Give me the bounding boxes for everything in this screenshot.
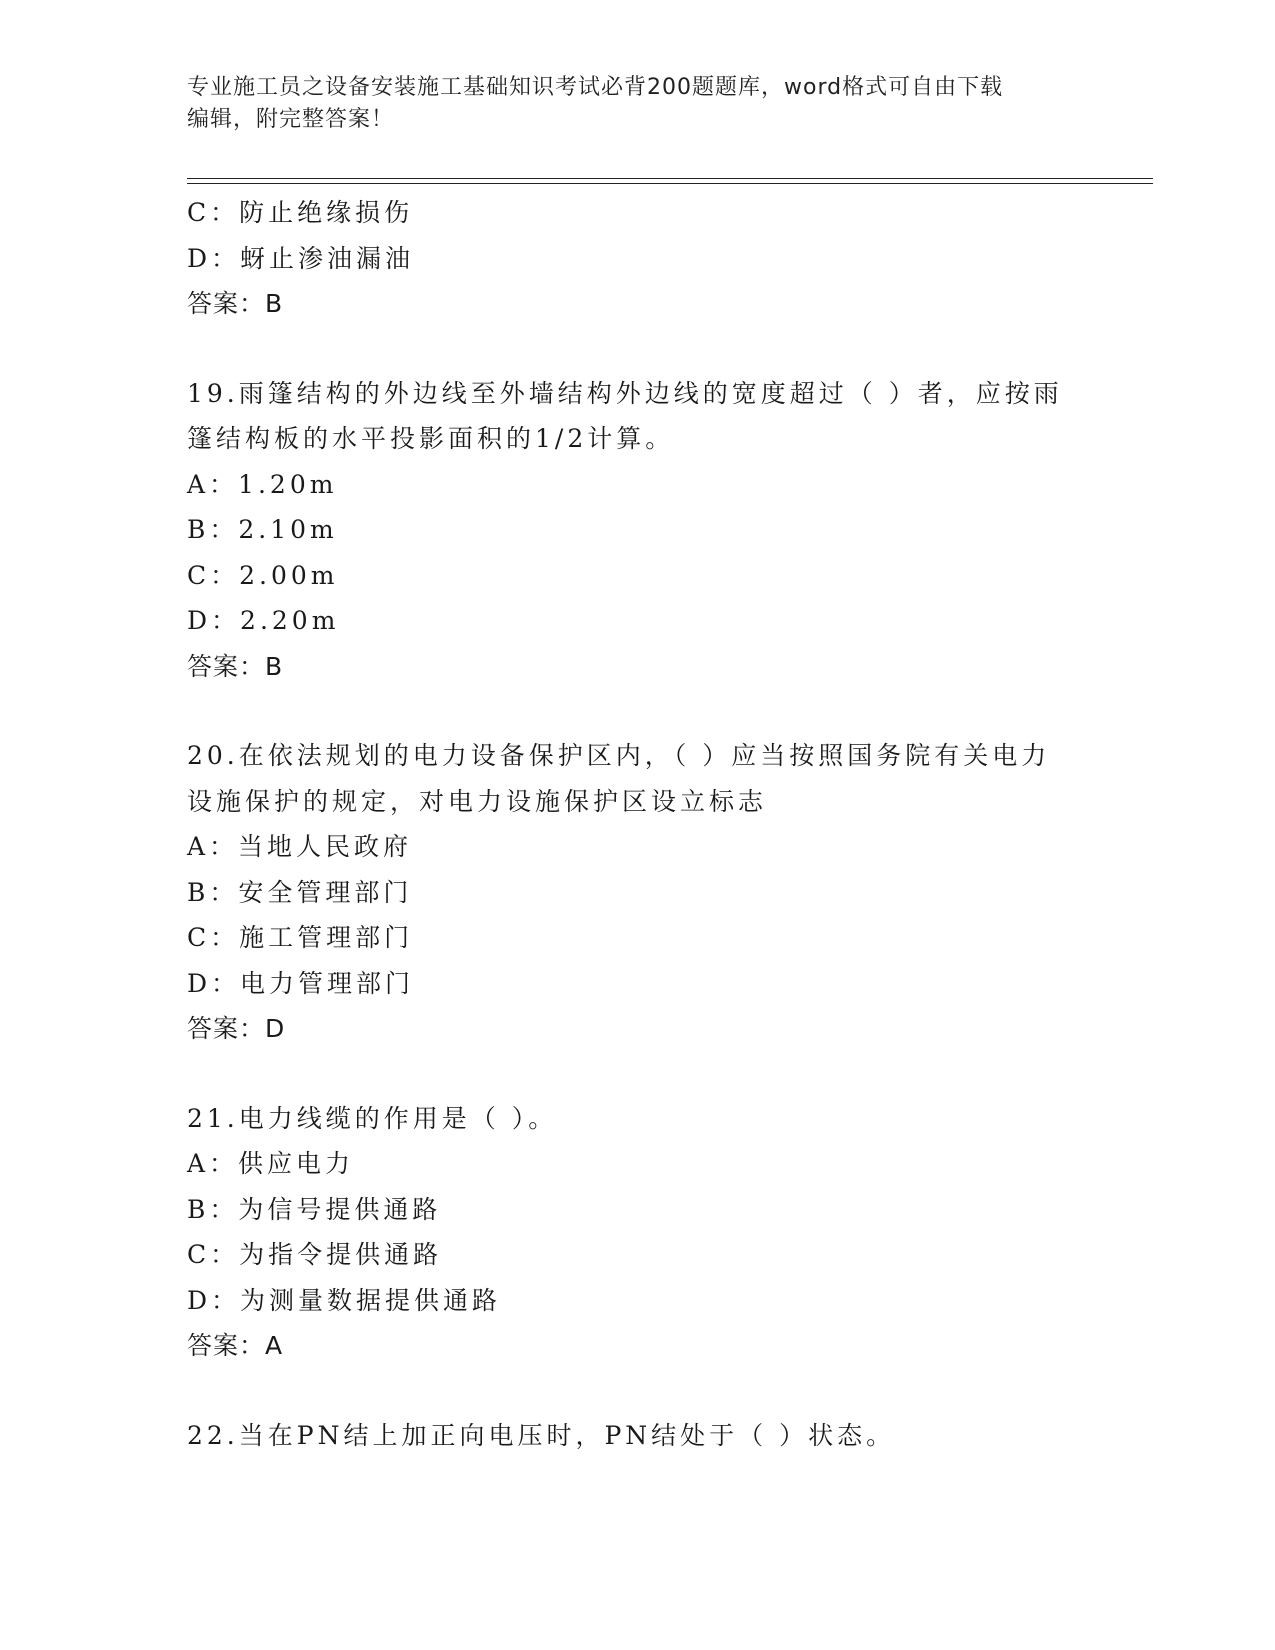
answer-value: B: [265, 651, 284, 681]
option-b: B：安全管理部门: [187, 877, 413, 907]
header-title-line-1: 专业施工员之设备安装施工基础知识考试必背200题题库，word格式可自由下载: [187, 75, 1004, 100]
answer-label: 答案：: [187, 651, 266, 681]
question-stem-line: 22.当在PN结上加正向电压时，PN结处于（ ）状态。: [187, 1420, 896, 1450]
answer-label: 答案：: [187, 289, 266, 318]
option-c: C：为指令提供通路: [187, 1240, 443, 1269]
answer-line: [187, 1323, 1067, 1369]
option-a: A：当地人民政府: [187, 832, 413, 861]
option-b: B：为信号提供通路: [187, 1194, 442, 1224]
option-c: C：防止绝缘损伤: [187, 198, 414, 227]
option-d: D：2.20m: [187, 606, 340, 635]
answer-label: 答案：: [187, 1331, 266, 1360]
question-22: [187, 1413, 1067, 1459]
question-stem-line: 20.在依法规划的电力设备保护区内，（ ）应当按照国务院有关电力: [187, 741, 1051, 770]
option-a: A：1.20m: [187, 469, 338, 499]
answer-value: A: [265, 1331, 284, 1360]
option-d: D：为测量数据提供通路: [187, 1285, 502, 1315]
question-21: [187, 1096, 1067, 1369]
answer-value: B: [265, 289, 284, 318]
option-c: C：2.00m: [187, 560, 339, 590]
document-header: [187, 72, 1067, 136]
question-list: [187, 190, 1067, 1458]
question-stem-line: 篷结构板的水平投影面积的1/2计算。: [187, 424, 675, 453]
question-19: [187, 371, 1067, 690]
header-divider-second: [187, 183, 1153, 184]
option-a: A：供应电力: [187, 1149, 355, 1178]
option-b: B：2.10m: [187, 515, 338, 544]
option-d: D：电力管理部门: [187, 968, 415, 998]
option-c: C：施工管理部门: [187, 923, 414, 952]
answer-line: [187, 281, 1067, 327]
answer-line: [187, 1006, 1067, 1052]
question-stem-line: 19.雨篷结构的外边线至外墙结构外边线的宽度超过（ ）者，应按雨: [187, 378, 1063, 408]
question-20: [187, 733, 1067, 1052]
header-title-line-2: 编辑，附完整答案！: [187, 107, 395, 132]
answer-line: [187, 644, 1067, 690]
option-d: D：蚜止渗油漏油: [187, 243, 415, 273]
question-stem-line: 设施保护的规定，对电力设施保护区设立标志: [187, 786, 768, 816]
header-divider: [187, 178, 1153, 179]
prev-question-tail: [187, 190, 1067, 327]
question-stem-line: 21.电力线缆的作用是（ ）。: [187, 1103, 558, 1133]
answer-label: 答案：: [187, 1014, 266, 1043]
answer-value: D: [265, 1014, 286, 1043]
